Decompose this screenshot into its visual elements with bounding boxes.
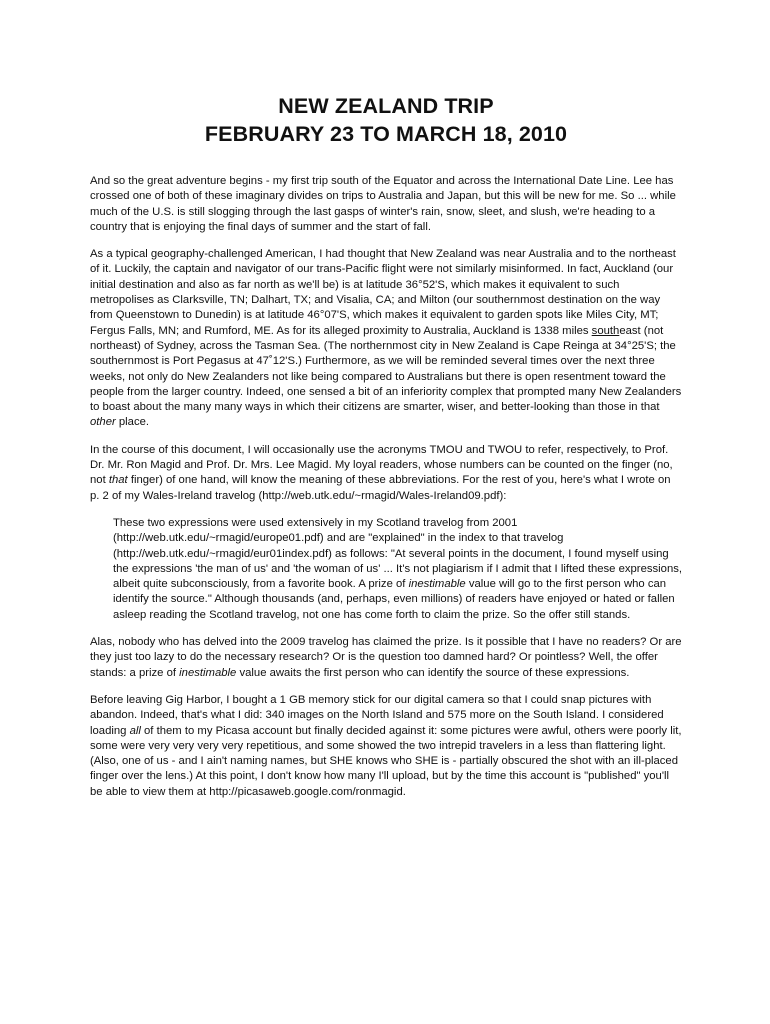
paragraph-geography: [90, 247, 682, 431]
quote-text: These two expressions were used extensively in my Scotland travelog from 2001 (http://web.utk.edu/~rmagid/europe01.pdf) and are "explained" in the index to that travelog (http://web.utk.edu/~rmagid/eur01index.pdf) as follows: "At several points in the document, I found myself using the expressions 'the man of us' and 'the woman of us' ... It's not plagiarism if I admit that I lifted these expressions, albeit quite subconsciously, from a favorite book. A prize of: [113, 516, 683, 591]
quote-text: value will go to the first person who can identify the source." Although thousands (and, perhaps, even millions) of readers have enjoyed or hated or fallen asleep reading the Scotland travelog, not one has come forth to claim the prize. So the offer still stands.: [113, 578, 675, 621]
title-line-1: NEW ZEALAND TRIP: [278, 94, 494, 118]
paragraph-acronyms: [90, 443, 682, 504]
paragraph-text: place.: [115, 416, 150, 429]
italic-word: that: [108, 474, 128, 487]
paragraph-text: east (not northeast) of Sydney, across the Tasman Sea. (The northernmost city in New Zealand is Cape Reinga at 34°25'S; the southernmost is Port Pegasus at 47˚12'S.) Furthermore, as we will be reminded several times over the next three weeks, not only do New Zealanders not like being compared to Australians but there is open resentment toward the people from the larger country. Indeed, one sensed a bit of an inferiority complex that prompted many New Zealanders to boast about the many many ways in which their citizens are smarter, wiser, and better-looking than those in that: [90, 324, 682, 414]
paragraph-prize: [90, 635, 682, 681]
paragraph-text: finger) of one hand, will know the meaning of these abbreviations. For the rest of you, here's what I wrote on p. 2 of my Wales-Ireland travelog (http://web.utk.edu/~rmagid/Wales-Ireland09.pdf):: [90, 474, 671, 502]
italic-word: all: [129, 724, 141, 737]
paragraph-photos: [90, 693, 682, 800]
paragraph-text: value awaits the first person who can identify the source of these expressions.: [236, 666, 630, 679]
paragraph-text: As a typical geography-challenged American, I had thought that New Zealand was near Australia and to the northeast of it. Luckily, the captain and navigator of our trans-Pacific flight were not similarly misinformed. In fact, Auckland (our initial destination and also as far north as we'll be) is at latitude 36°52'S, which makes it equivalent to such metropolises as Clarksville, TN; Dalhart, TX; and Visalia, CA; and Milton (our southernmost destination on the way from Queenstown to Dunedin) is at latitude 46°07'S, which makes it equivalent to garden spots like Miles City, MT; Fergus Falls, MN; and Rumford, ME. As for its alleged proximity to Australia, Auckland is 1338 miles: [90, 248, 676, 337]
page-title: [90, 92, 682, 148]
italic-word: inestimable: [408, 578, 466, 591]
block-quote: [113, 516, 682, 623]
paragraph-text: In the course of this document, I will occasionally use the acronyms TMOU and TWOU to refer, respectively, to Prof. Dr. Mr. Ron Magid and Prof. Dr. Mrs. Lee Magid. My loyal readers, whose numbers can be counted on the finger (no, not: [90, 443, 673, 487]
paragraph-intro: And so the great adventure begins - my first trip south of the Equator and across the International Date Line. Lee has crossed one of both of these imaginary divides on trips to Australia and Japan, but this will be new for me. So ... while much of the U.S. is still slogging through the last gasps of winter's rain, snow, sleet, and slush, we're heading to a country that is enjoying the final days of summer and the start of fall.: [90, 175, 676, 233]
document-page: [90, 92, 682, 812]
paragraph-text: Alas, nobody who has delved into the 2009 travelog has claimed the prize. Is it possible that I have no readers? Or are they just too lazy to do the necessary research? Or is the question too damned hard? Or pointless? Well, the offer stands: a prize of: [90, 636, 682, 679]
paragraph-text: Before leaving Gig Harbor, I bought a 1 GB memory stick for our digital camera so that I could snap pictures with abandon. Indeed, that's what I did: 340 images on the North Island and 575 more on the South Island. I considered loading: [90, 693, 664, 737]
title-line-2: FEBRUARY 23 TO MARCH 18, 2010: [204, 122, 568, 146]
italic-word: other: [90, 416, 116, 429]
paragraph-text: of them to my Picasa account but finally decided against it: some pictures were awful, others were poorly lit, some were very very very very repetitious, and some showed the two intrepid travelers in a less than flattering light. (Also, one of us - and I ain't naming names, but SHE knows who SHE is - partially obscured the shot with an ill-placed finger over the lens.) At this point, I don't know how many I'll upload, but by the time this account is "published" you'll be able to view them at http://picasaweb.google.com/ronmagid.: [90, 724, 682, 798]
italic-word: inestimable: [179, 666, 237, 679]
underlined-word: south: [591, 324, 620, 337]
